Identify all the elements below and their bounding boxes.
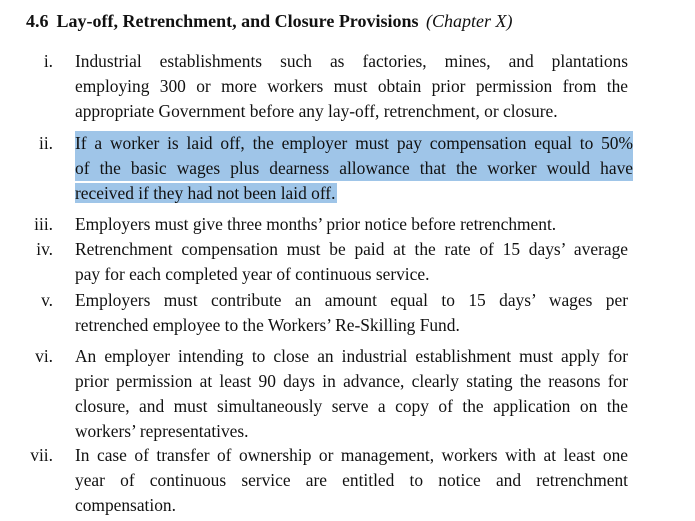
list-marker: i.	[43, 51, 53, 71]
text-line[interactable]: employing 300 or more workers must obtain prior permission from the	[75, 76, 628, 96]
list-item-text[interactable]	[75, 237, 628, 287]
list-item-text-selected[interactable]	[75, 131, 633, 206]
text-line[interactable]: Employers must contribute an amount equal to 15 days’ wages per	[75, 290, 628, 310]
list-marker: vii.	[30, 445, 53, 465]
text-line[interactable]: Retrenchment compensation must be paid at the rate of 15 days’ average	[75, 239, 628, 259]
list-item-text[interactable]	[75, 212, 628, 237]
text-line[interactable]: workers’ representatives.	[75, 421, 249, 441]
list-marker: vi.	[35, 346, 53, 366]
text-line[interactable]: closure, and must simultaneously serve a copy of the application on the	[75, 396, 628, 416]
text-line[interactable]: retrenched employee to the Workers’ Re-Skilling Fund.	[75, 315, 460, 335]
selected-text-line[interactable]: of the basic wages plus dearness allowance that the worker would have	[75, 156, 633, 181]
list-item-text[interactable]	[75, 49, 628, 124]
text-line[interactable]: prior permission at least 90 days in advance, clearly stating the reasons for	[75, 371, 628, 391]
list-item-text[interactable]	[75, 344, 628, 444]
text-line[interactable]: Industrial establishments such as factories, mines, and plantations	[75, 51, 628, 71]
selected-text-line[interactable]: If a worker is laid off, the employer must pay compensation equal to 50%	[75, 131, 633, 156]
text-line[interactable]: Employers must give three months’ prior notice before retrenchment.	[75, 214, 557, 234]
list-marker: iv.	[36, 239, 53, 259]
text-line[interactable]: year of continuous service are entitled to notice and retrenchment	[75, 470, 628, 490]
text-line[interactable]: pay for each completed year of continuous service.	[75, 264, 430, 284]
text-line[interactable]: appropriate Government before any lay-off, retrenchment, or closure.	[75, 101, 558, 121]
text-line[interactable]: An employer intending to close an industrial establishment must apply for	[75, 346, 628, 366]
text-line[interactable]: In case of transfer of ownership or management, workers with at least one	[75, 445, 628, 465]
section-title: Lay-off, Retrenchment, and Closure Provisions	[56, 11, 419, 31]
selected-text-line[interactable]: received if they had not been laid off.	[75, 183, 336, 203]
section-chapter: (Chapter X)	[426, 11, 513, 31]
list-marker: v.	[41, 290, 53, 310]
section-number: 4.6	[26, 11, 49, 31]
section-heading	[26, 11, 512, 32]
text-line[interactable]: compensation.	[75, 495, 176, 515]
list-marker: iii.	[34, 214, 53, 234]
list-marker: ii.	[38, 133, 53, 153]
list-item-text[interactable]	[75, 443, 628, 518]
list-item-text[interactable]	[75, 288, 628, 338]
